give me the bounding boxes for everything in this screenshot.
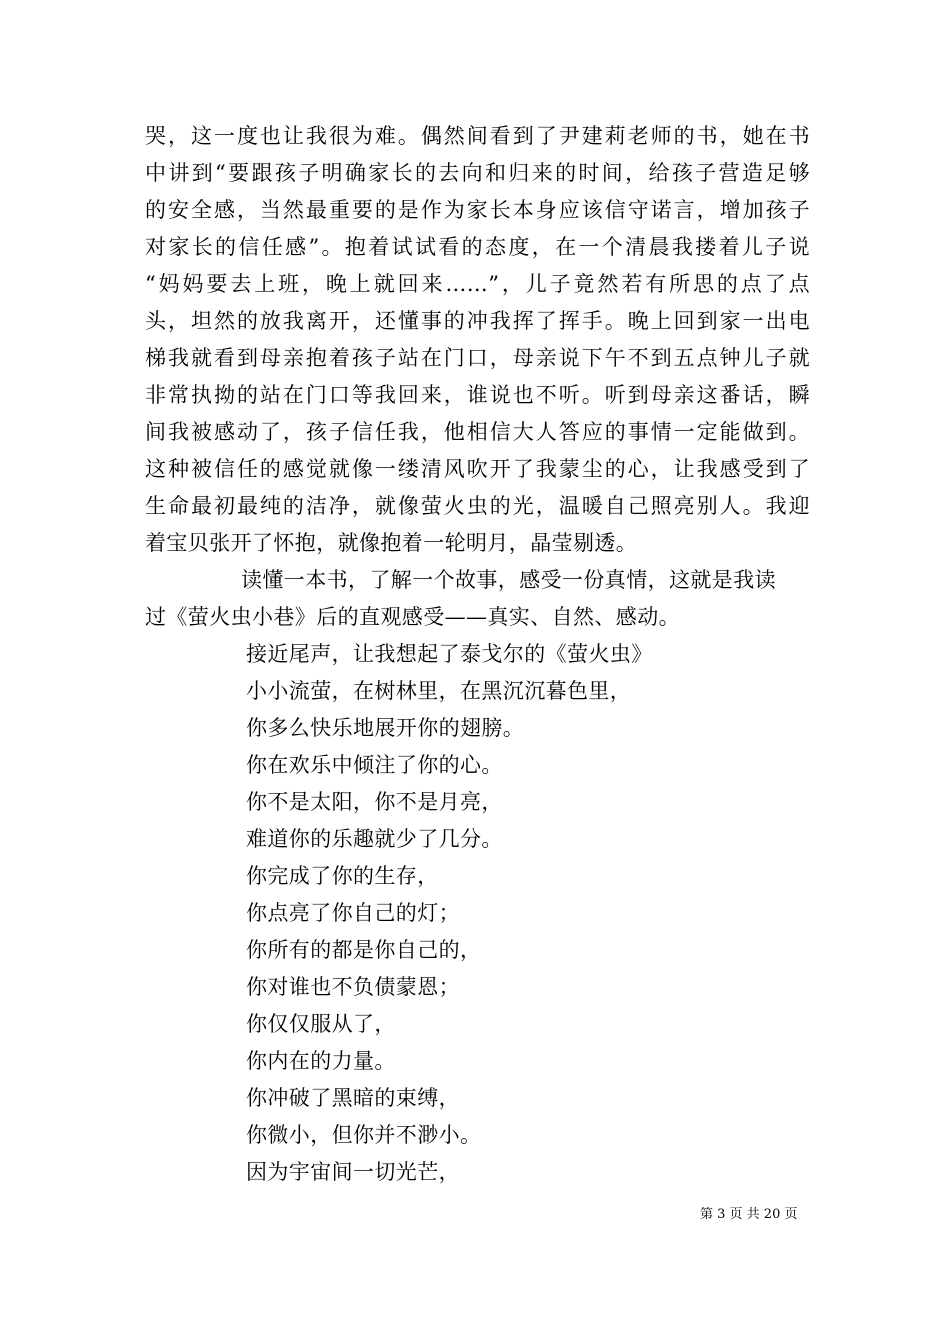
poem-block <box>145 636 810 1191</box>
poem-line: 你点亮了你自己的灯； <box>246 901 460 925</box>
page-number-footer: 第 3 页 共 20 页 <box>700 1207 798 1222</box>
poem-line: 你多么快乐地展开你的翅膀。 <box>246 716 525 740</box>
poem-line: 因为宇宙间一切光芒， <box>246 1160 460 1184</box>
poem-line: 你完成了你的生存， <box>246 864 439 888</box>
text-line: 生命最初最纯的洁净，就像萤火虫的光，温暖自己照亮别人。我迎 <box>145 494 810 518</box>
text-line: 读懂一本书，了解一个故事，感受一份真情，这就是我读 <box>241 568 776 592</box>
poem-line: 小小流萤，在树林里，在黑沉沉暮色里， <box>246 679 632 703</box>
text-line: 梯我就看到母亲抱着孩子站在门口，母亲说下午不到五点钟儿子就 <box>145 346 810 370</box>
text-line: 的安全感，当然最重要的是作为家长本身应该信守诺言，增加孩子 <box>145 198 810 222</box>
poem-line: 你冲破了黑暗的束缚， <box>246 1086 460 1110</box>
poem-line: 你对谁也不负债蒙恩； <box>246 975 460 999</box>
paragraph-continuation <box>145 118 810 562</box>
text-line: 对家长的信任感”。抱着试试看的态度，在一个清晨我搂着儿子说 <box>145 235 810 259</box>
poem-line: 你在欢乐中倾注了你的心。 <box>246 753 503 777</box>
text-line: 间我被感动了，孩子信任我，他相信大人答应的事情一定能做到。 <box>145 420 810 444</box>
text-line: 头，坦然的放我离开，还懂事的冲我挥了挥手。晚上回到家一出电 <box>145 309 810 333</box>
text-line: 着宝贝张开了怀抱，就像抱着一轮明月，晶莹剔透。 <box>145 531 638 555</box>
poem-line: 你仅仅服从了， <box>246 1012 396 1036</box>
poem-line: 接近尾声，让我想起了泰戈尔的《萤火虫》 <box>246 642 653 666</box>
poem-line: 你微小，但你并不渺小。 <box>246 1123 482 1147</box>
text-line: 非常执拗的站在门口等我回来，谁说也不听。听到母亲这番话，瞬 <box>145 383 810 407</box>
text-line: “妈妈要去上班，晚上就回来……”，儿子竟然若有所思的点了点 <box>145 272 810 296</box>
text-line: 这种被信任的感觉就像一缕清风吹开了我蒙尘的心，让我感受到了 <box>145 457 810 481</box>
text-line: 中讲到“要跟孩子明确家长的去向和归来的时间，给孩子营造足够 <box>145 161 810 185</box>
text-line: 哭，这一度也让我很为难。偶然间看到了尹建莉老师的书，她在书 <box>145 124 810 148</box>
paragraph-reflection <box>145 562 810 636</box>
poem-line: 你不是太阳，你不是月亮， <box>246 790 503 814</box>
text-line: 过《萤火虫小巷》后的直观感受——真实、自然、感动。 <box>145 605 680 629</box>
page-content <box>145 118 810 1191</box>
poem-line: 你所有的都是你自己的， <box>246 938 482 962</box>
poem-line: 你内在的力量。 <box>246 1049 396 1073</box>
poem-line: 难道你的乐趣就少了几分。 <box>246 827 503 851</box>
